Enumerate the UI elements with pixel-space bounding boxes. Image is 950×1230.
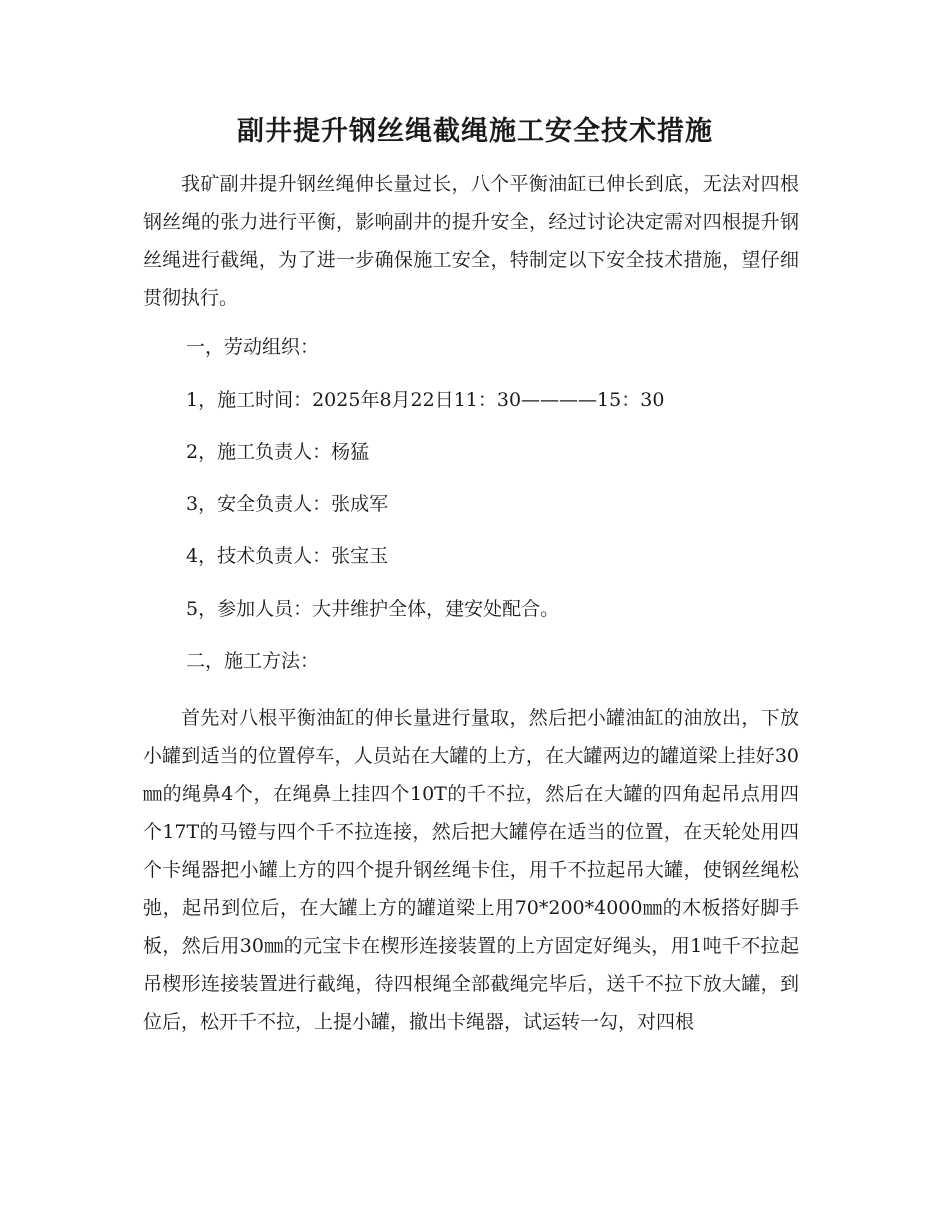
item-construction-leader: 2，施工负责人：杨猛 xyxy=(186,441,370,463)
document-title: 副井提升钢丝绳截绳施工安全技术措施 xyxy=(237,116,713,147)
item-participants: 5，参加人员：大井维护全体，建安处配合。 xyxy=(186,598,560,620)
section2-heading: 二，施工方法： xyxy=(186,650,320,672)
method-paragraph: 首先对八根平衡油缸的伸长量进行量取，然后把小罐油缸的油放出，下放小罐到适当的位置停车，人员站在大罐的上方，在大罐两边的罐道梁上挂好30㎜的绳鼻4个，在绳鼻上挂四个10T的千不拉，然后在大罐的四角起吊点用四个17T的马镫与四个千不拉连接，然后把大罐停在适当的位置，在天轮处用四个卡绳器把小罐上方的四个提升钢丝绳卡住，用千不拉起吊大罐，使钢丝绳松弛，起吊到位后，在大罐上方的罐道梁上用70*200*4000㎜的木板搭好脚手板，然后用30㎜的元宝卡在楔形连接装置的上方固定好绳头，用1吨千不拉起吊楔形连接装置进行截绳，待四根绳全部截绳完毕后，送千不拉下放大罐，到位后，松开千不拉，上提小罐，撤出卡绳器，试运转一勾，对四根 xyxy=(143,707,799,1033)
item-construction-time: 1，施工时间：2025年8月22日11：30————15：30 xyxy=(186,389,665,411)
intro-paragraph: 我矿副井提升钢丝绳伸长量过长，八个平衡油缸已伸长到底，无法对四根钢丝绳的张力进行平衡，影响副井的提升安全，经过讨论决定需对四根提升钢丝绳进行截绳，为了进一步确保施工安全，特制定以下安全技术措施，望仔细贯彻执行。 xyxy=(143,173,799,309)
item-safety-leader: 3，安全负责人：张成军 xyxy=(186,493,389,515)
section1-heading: 一，劳动组织： xyxy=(186,336,320,358)
item-technical-leader: 4，技术负责人：张宝玉 xyxy=(186,545,389,567)
